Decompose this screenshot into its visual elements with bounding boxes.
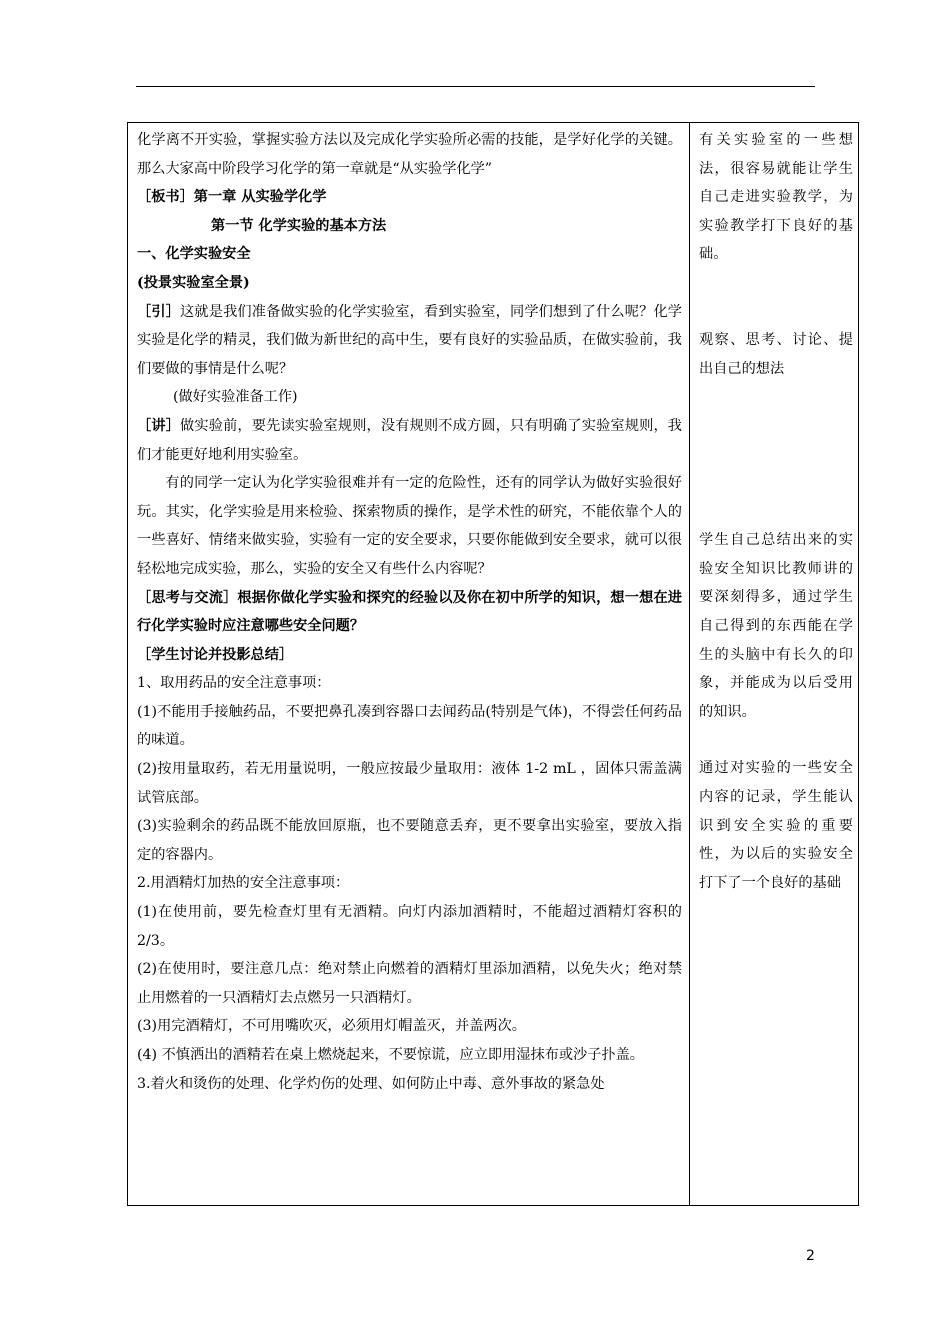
item1-title: 1、取用药品的安全注意事项： bbox=[137, 675, 331, 692]
student-discussion: ［学生讨论并投影总结］ bbox=[137, 646, 294, 663]
item1-1: (1)不能用手接触药品，不要把鼻孔凑到容器口去闻药品(特别是气体)，不得尝任何药品的味道。 bbox=[137, 703, 682, 749]
item2-title: 2.用酒精灯加热的安全注意事项： bbox=[137, 875, 350, 892]
item3-partial: 3.着火和烫伤的处理、化学灼伤的处理、如何防止中毒、意外事故的紧急处 bbox=[137, 1075, 605, 1092]
side-column bbox=[699, 126, 853, 897]
board-chapter: ［板书］第一章 从实验学化学 bbox=[137, 189, 327, 206]
paragraph-intro-question bbox=[137, 298, 682, 384]
intro-text: 这就是我们准备做实验的化学实验室，看到实验室，同学们想到了什么呢？化学实验是化学的精灵，我们做为新世纪的高中生，要有良好的实验品质，在做实验前，我们要做的事情是什么呢？ bbox=[137, 303, 682, 377]
lecture-text: 做实验前，要先读实验室规则，没有规则不成方圆，只有明确了实验室规则，我们才能更好地利用实验室。 bbox=[137, 417, 682, 463]
item1-2: (2)按用量取药，若无用量说明，一般应按最少量取用：液体 1-2 mL ，固体只需盖满试管底部。 bbox=[137, 761, 682, 806]
prep-answer: (做好实验准备工作) bbox=[173, 389, 298, 406]
page-number: 2 bbox=[806, 1248, 815, 1264]
paragraph-intro: 化学离不开实验，掌握实验方法以及完成化学实验所必需的技能，是学好化学的关键。那么大家高中阶段学习化学的第一章就是“从实验学化学” bbox=[137, 132, 682, 177]
board-section: 第一节 化学实验的基本方法 bbox=[211, 217, 387, 234]
column-divider bbox=[689, 122, 690, 1206]
header-rule bbox=[136, 86, 815, 87]
paragraph-lecture bbox=[137, 412, 682, 469]
side-note-2: 观察、思考、讨论、提出自己的想法 bbox=[699, 331, 853, 377]
intro-tag: ［引］ bbox=[137, 303, 181, 320]
lecture-tag: ［讲］ bbox=[137, 417, 181, 434]
item2-1: (1)在使用前，要先检查灯里有无酒精。向灯内添加酒精时，不能超过酒精灯容积的 2/3。 bbox=[137, 904, 682, 949]
projection-note: (投景实验室全景) bbox=[137, 274, 250, 291]
side-note-4: 通过对实验的一些安全内容的记录，学生能认识到安全实验的重要性，为以后的实验安全打下了一个良好的基础 bbox=[699, 760, 853, 891]
item2-2: (2)在使用时，要注意几点：绝对禁止向燃着的酒精灯里添加酒精，以免失火；绝对禁止用燃着的一只酒精灯去点燃另一只酒精灯。 bbox=[137, 961, 682, 1006]
side-note-1: 有关实验室的一些想法，很容易就能让学生自己走进实验教学，为实验教学打下良好的基础。 bbox=[699, 132, 853, 263]
item2-4: (4) 不慎洒出的酒精若在桌上燃烧起来，不要惊谎，应立即用湿抹布或沙子扑盖。 bbox=[137, 1047, 644, 1063]
item2-3: (3)用完酒精灯，不可用嘴吹灭，必须用灯帽盖灭，并盖两次。 bbox=[137, 1018, 526, 1035]
side-note-3: 学生自己总结出来的实验安全知识比教师讲的要深刻得多，通过学生自己得到的东西能在学生的头脑中有长久的印象，并能成为以后受用的知识。 bbox=[699, 532, 853, 720]
think-exchange: ［思考与交流］根据你做化学实验和探究的经验以及你在初中所学的知识，想一想在进行化学实验时应注意哪些安全问题？ bbox=[137, 589, 682, 635]
heading-safety: 一、化学实验安全 bbox=[137, 246, 251, 263]
item1-3: (3)实验剩余的药品既不能放回原瓶，也不要随意丢弃，更不要拿出实验室，要放入指定的容器内。 bbox=[137, 818, 682, 863]
paragraph-danger: 有的同学一定认为化学实验很难并有一定的危险性，还有的同学认为做好实验很好玩。其实，化学实验是用来检验、探索物质的操作，是学术性的研究，不能依靠个人的一些喜好、情绪来做实验，实验有一定的安全要求，只要你能做到安全要求，就可以很轻松地完成实验，那么，实验的安全又有些什么内容呢？ bbox=[137, 475, 682, 577]
main-column bbox=[137, 126, 682, 1098]
